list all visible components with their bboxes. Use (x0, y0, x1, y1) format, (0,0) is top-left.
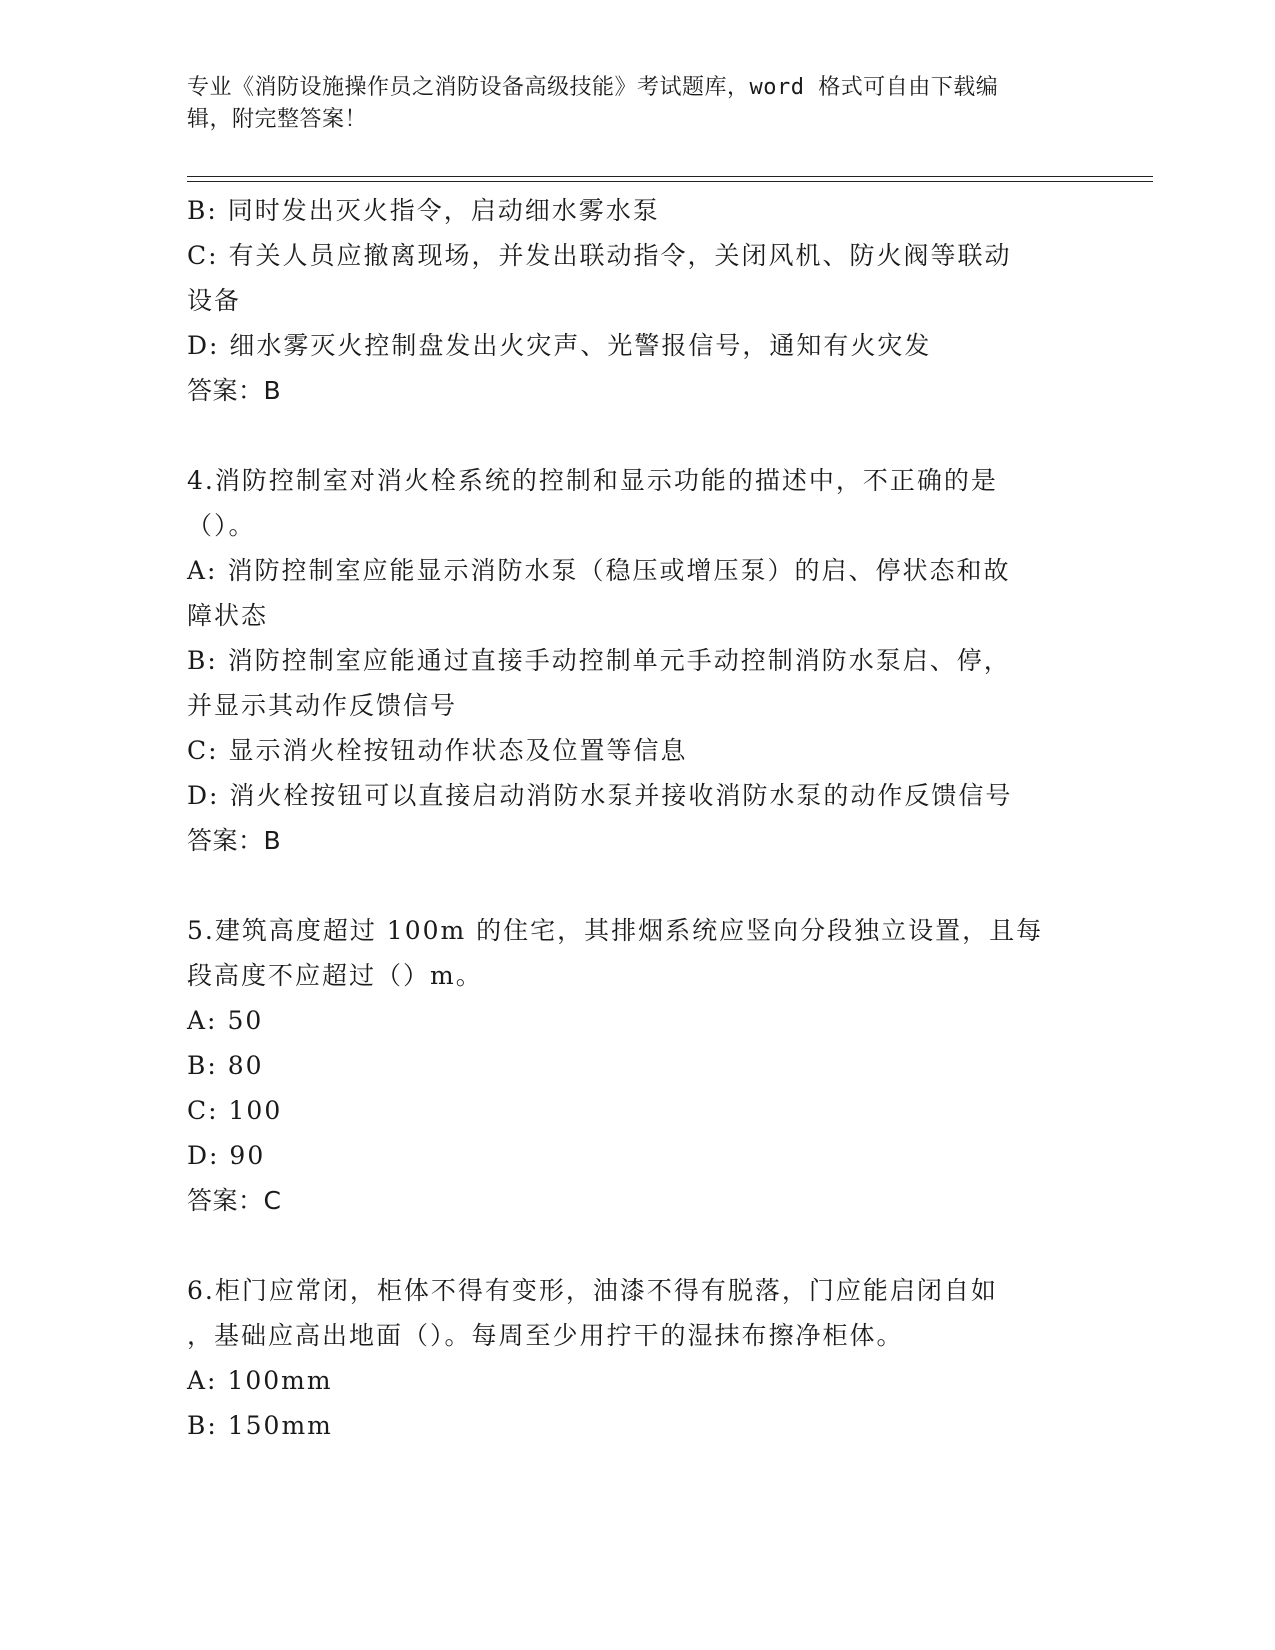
option-b: B: 80 (187, 1051, 264, 1080)
option-c: C: 100 (187, 1096, 283, 1125)
question-stem: 6.柜门应常闭，柜体不得有变形，油漆不得有脱落，门应能启闭自如 (187, 1276, 998, 1305)
question-stem: 4.消防控制室对消火栓系统的控制和显示功能的描述中，不正确的是 (187, 466, 998, 495)
header-rule-bottom (187, 181, 1153, 182)
option-c: C: 有关人员应撤离现场，并发出联动指令，关闭风机、防火阀等联动 (187, 241, 1012, 270)
question-4 (187, 458, 1067, 863)
option-b: B: 同时发出灭火指令，启动细水雾水泵 (187, 196, 660, 225)
question-stem-cont: （）。 (187, 511, 256, 540)
prev-question (187, 188, 1067, 413)
option-d: D: 90 (187, 1141, 266, 1170)
option-c-cont: 设备 (187, 286, 242, 315)
question-stem-cont: ，基础应高出地面（）。每周至少用拧干的湿抹布擦净柜体。 (187, 1321, 904, 1350)
question-stem-cont: 段高度不应超过（）m。 (187, 961, 483, 990)
header-line-1: 专业《消防设施操作员之消防设备高级技能》考试题库，word 格式可自由下载编 (187, 75, 999, 100)
option-c: C: 显示消火栓按钮动作状态及位置等信息 (187, 736, 688, 765)
option-b: B: 消防控制室应能通过直接手动控制单元手动控制消防水泵启、停， (187, 646, 1011, 675)
option-a: A: 100mm (187, 1366, 333, 1395)
option-b-cont: 并显示其动作反馈信号 (187, 691, 458, 720)
question-6 (187, 1268, 1067, 1448)
question-content (187, 188, 1067, 1448)
header-line-2: 辑，附完整答案！ (187, 107, 368, 132)
answer: 答案：B (187, 376, 282, 405)
option-a: A: 50 (187, 1006, 264, 1035)
option-a: A: 消防控制室应能显示消防水泵（稳压或增压泵）的启、停状态和故 (187, 556, 1011, 585)
option-b: B: 150mm (187, 1411, 333, 1440)
answer: 答案：C (187, 1186, 282, 1215)
question-5 (187, 908, 1067, 1223)
document-header (187, 72, 1067, 136)
option-a-cont: 障状态 (187, 601, 269, 630)
option-d: D: 细水雾灭火控制盘发出火灾声、光警报信号，通知有火灾发 (187, 331, 932, 360)
question-stem: 5.建筑高度超过 100m 的住宅，其排烟系统应竖向分段独立设置，且每 (187, 916, 1044, 945)
answer: 答案：B (187, 826, 282, 855)
option-d: D: 消火栓按钮可以直接启动消防水泵并接收消防水泵的动作反馈信号 (187, 781, 1013, 810)
header-rule-top (187, 176, 1153, 177)
